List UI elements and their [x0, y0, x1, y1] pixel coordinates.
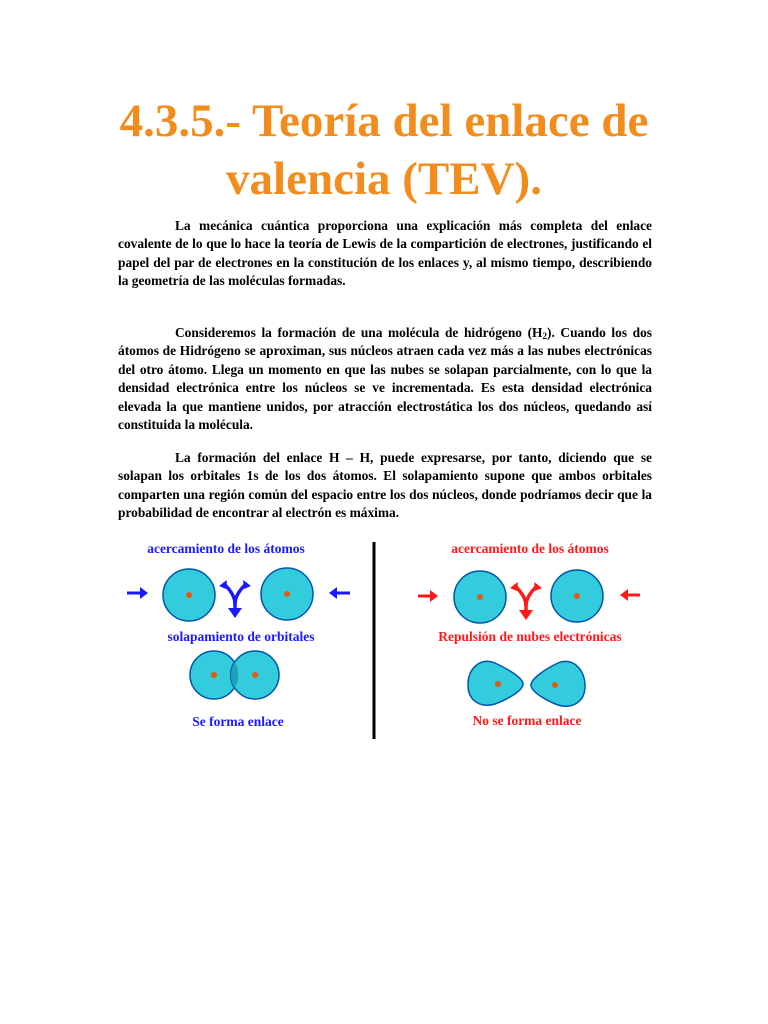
- subscript-two: 2: [542, 331, 547, 341]
- diagram-svg: [110, 532, 658, 747]
- paragraph-hydrogen-formation: [118, 324, 652, 434]
- paragraph-hydrogen-text-1: Consideremos la formación de una molécula de hidrógeno (H: [175, 325, 543, 340]
- right-bottom-label: No se forma enlace: [472, 713, 582, 728]
- right-merge-arrow-icon: [510, 582, 542, 620]
- left-merge-arrow-icon: [219, 580, 251, 618]
- right-middle-label: Repulsión de nubes electrónicas: [438, 629, 622, 644]
- left-bottom-label: Se forma enlace: [192, 714, 284, 729]
- right-arrow-left-icon: [620, 589, 640, 601]
- paragraph-hydrogen-text-2: ). Cuando los dos átomos de Hidrógeno se aproximan, sus núcleos atraen cada vez más a las nubes electrónicas del otro átomo. Llega un momento en que las nubes se solapan parcialmente, con lo que la densidad electrónica entre los núcleos se ve incrementada. Es esta densidad electrónica elevada la que mantiene unidos, por atracción electrostática los dos núcleos, quedando así constituida la molécula.: [118, 325, 652, 433]
- left-arrow-left-icon: [329, 587, 350, 599]
- overlapping-orbitals: [190, 651, 279, 699]
- orbital-overlap-diagram: [110, 532, 658, 747]
- paragraph-bond-formation: La formación del enlace H – H, puede expresarse, por tanto, diciendo que se solapan los orbitales 1s de los dos átomos. El solapamiento supone que ambos orbitales comparten una región común del espacio entre los dos núcleos, donde podríamos decir que la probabilidad de encontrar al electrón es máxima.: [118, 450, 652, 521]
- right-arrow-right-icon: [418, 590, 438, 602]
- left-top-label: acercamiento de los átomos: [147, 541, 305, 556]
- repelled-clouds: [468, 661, 585, 706]
- right-top-label: acercamiento de los átomos: [451, 541, 609, 556]
- right-atom-1: [454, 571, 506, 623]
- section-title: 4.3.5.- Teoría del enlace de valencia (TEV).: [119, 95, 649, 205]
- left-middle-label: solapamiento de orbitales: [167, 629, 315, 644]
- left-atom-1: [163, 569, 215, 621]
- right-atom-2: [551, 570, 603, 622]
- paragraph-intro: La mecánica cuántica proporciona una explicación más completa del enlace covalente de lo que lo hace la teoría de Lewis de la compartición de electrones, justificando el papel del par de electrones en la constitución de los enlaces y, al mismo tiempo, describiendo la geometría de las moléculas formadas.: [118, 218, 652, 289]
- left-atom-2: [261, 568, 313, 620]
- left-arrow-right-icon: [127, 587, 148, 599]
